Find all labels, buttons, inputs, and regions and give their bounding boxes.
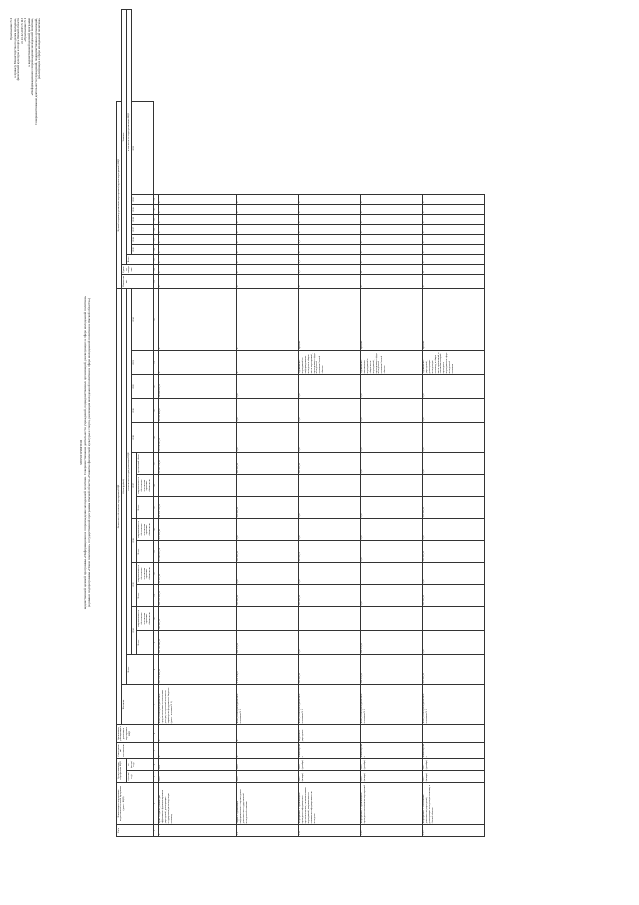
indicator-unit: X: [158, 288, 236, 350]
column-number: 10: [153, 607, 158, 631]
term-to: 2021: [158, 759, 236, 771]
indicator-value: X: [422, 274, 484, 288]
col-head-total: Всего: [127, 655, 154, 685]
term-to: 2014 (декабрь): [360, 759, 422, 771]
indicator-unit: X: [236, 288, 298, 350]
responsible: Министерство: [360, 743, 422, 759]
finance-value: 51 078 207,00: [158, 423, 236, 453]
finance-value: 0,00: [298, 375, 360, 399]
finance-value: [236, 475, 298, 497]
finance-value: 200 000,00: [422, 541, 484, 563]
column-number: 4: [153, 759, 158, 771]
finance-value: 0,00: [236, 423, 298, 453]
finance-value: 1 154 176,00: [236, 655, 298, 685]
finance-value: 0,00: [298, 399, 360, 423]
indicator-value: X: [422, 194, 484, 204]
col-head-by-year: в том числе по годам реализации ВЦП: [127, 288, 132, 654]
column-number: 14: [153, 519, 158, 541]
indicator-unit: Процент: [422, 288, 484, 350]
col-head-2017: 2017: [132, 453, 137, 519]
indicator-value: X: [236, 224, 298, 234]
finance-value: [360, 475, 422, 497]
col-head-2015: 2015: [132, 563, 137, 607]
finance-value: 0,00: [360, 453, 422, 475]
col-head-ind-2014: 2014: [132, 288, 154, 350]
col-head-2018: 2018: [132, 423, 154, 453]
column-number: 27: [153, 234, 158, 244]
indicator-value: 0,1: [298, 234, 360, 244]
indicator-value: X: [158, 234, 236, 244]
finance-value: 91 243 774,83: [158, 453, 236, 475]
finance-value: 495 774 811,40: [158, 655, 236, 685]
indicator-value: X: [360, 234, 422, 244]
finance-value: 0,00: [298, 497, 360, 519]
col-head-ind-unit: Единица измерения: [122, 264, 154, 274]
header-line: «Приложение N 1: [23, 18, 28, 42]
finance-value: 0,00: [360, 423, 422, 453]
participant-org: [422, 725, 484, 743]
column-number: 21: [153, 351, 158, 375]
indicator-name: Удельный вес выставочных мероприятий в общем числе мероприятий, проводимых в сфере молодежной политики Омской области: [360, 351, 422, 375]
indicator-value: X: [298, 274, 360, 288]
column-number: 29: [153, 214, 158, 224]
column-number: 12: [153, 563, 158, 585]
finance-value: 200 000,00: [422, 585, 484, 607]
col-head-ind-2021: 2021: [132, 102, 154, 194]
finance-value: 0,00: [360, 519, 422, 541]
indicator-value: X: [298, 194, 360, 204]
indicator-value: X: [422, 224, 484, 234]
col-head-2016: 2016: [132, 519, 137, 563]
finance-value: 80 000,00: [298, 541, 360, 563]
indicator-value: X: [158, 214, 236, 224]
finance-value: 119 741 461,40: [158, 631, 236, 655]
indicator-value: X: [422, 244, 484, 254]
col-head-ind-2019: 2019: [132, 204, 154, 214]
col-head-2014: 2014: [132, 607, 137, 655]
indicator-value: X: [360, 194, 422, 204]
document-title: [80, 0, 91, 905]
col-head-ind-value: Значение: [122, 10, 127, 265]
col-head-2020: 2020: [132, 375, 154, 399]
table-row: [422, 10, 484, 837]
indicator-value: X: [158, 254, 236, 264]
col-head-2019: 2019: [132, 399, 154, 423]
finance-source: Всего, из них расходы за счет: средств налоговых и неналоговых доходов, поступлений нецелевого характера из федерального бюджета (далее - источник N 1): [158, 685, 236, 725]
column-number: 30: [153, 204, 158, 214]
indicator-value: X: [158, 264, 236, 274]
column-number: 28: [153, 224, 158, 234]
column-number: 1: [153, 825, 158, 837]
finance-value: 250 000,00: [422, 497, 484, 519]
indicator-value: X: [360, 204, 422, 214]
indicator-value: X: [236, 254, 298, 264]
participant-org: X: [158, 725, 236, 743]
indicator-name: Удельный вес мероприятий по информированию молодежи в общем числе мероприятий, проводимых в сфере молодежной политики Омской области: [298, 351, 360, 375]
measure-name: Задача 1. Организация информационного сопровождения деятельности государственной молодежной политики: [236, 783, 298, 825]
col-head-term: Срок реализации мероприятия ВЦП: [117, 759, 127, 783]
finance-value: 250 000,00: [236, 497, 298, 519]
finance-value: 214 176,00: [236, 631, 298, 655]
col-head-2017-forecast: прогнозный объем: [137, 453, 153, 475]
header-line: от 21.12.2015 N 113: [19, 18, 24, 44]
approval-header: [10, 18, 42, 125]
finance-value: [422, 607, 484, 631]
row-number: 1.1.1: [298, 825, 360, 837]
column-number: 22: [153, 288, 158, 350]
col-head-2015-obligation: направленные на обеспечение исполнения принятых обязательств: [137, 563, 153, 585]
responsible: Министерство: [422, 743, 484, 759]
indicator-value: 13: [422, 264, 484, 274]
measure-name: Мероприятие 1. Организация и проведение информационно-просветительских, ознакомительных мероприятий, направленных на повышение информированности молодежи: [298, 783, 360, 825]
indicator-value: X: [236, 194, 298, 204]
column-number: 11: [153, 585, 158, 607]
indicator-value: X: [236, 244, 298, 254]
indicator-value: X: [298, 244, 360, 254]
row-number: 1.1.2: [360, 825, 422, 837]
indicator-value: X: [158, 194, 236, 204]
indicator-value: X: [422, 204, 484, 214]
col-head-volume: Объем (рублей): [122, 288, 127, 684]
finance-value: 0,00: [298, 519, 360, 541]
col-head-2017-total: Всего: [137, 497, 153, 519]
finance-value: 0,00: [236, 563, 298, 585]
term-from: 2014: [158, 771, 236, 783]
col-head-ind-2017: 2017: [132, 224, 154, 234]
term-to: 2017 (декабрь): [422, 759, 484, 771]
row-number: 1.: [158, 825, 236, 837]
finance-value: 100 000,00: [236, 453, 298, 475]
col-head-2015-total: Всего: [137, 585, 153, 607]
finance-value: 0,00: [236, 519, 298, 541]
col-head-2021: 2021: [132, 351, 154, 375]
finance-value: 200 000,00: [298, 655, 360, 685]
column-number: 25: [153, 254, 158, 264]
table-row: [360, 10, 422, 837]
participant-org: Бюджетное учреждение: [298, 725, 360, 743]
term-from: 2015 (январь): [422, 771, 484, 783]
col-head-finance: Финансовое обеспечение мероприятия ВЦП: [117, 288, 122, 724]
indicator-value: X: [422, 214, 484, 224]
column-number: 3: [153, 771, 158, 783]
col-head-name: Наименование мероприятия ведомственной целевой программы (далее - ВЦП): [117, 783, 154, 825]
col-head-2016-obligation: направленные на обеспечение исполнения принятых обязательств: [137, 519, 153, 541]
term-from: 2015 (январь): [298, 771, 360, 783]
col-head-ind-2015: 2015: [132, 244, 154, 254]
indicator-value: X: [360, 214, 422, 224]
finance-value: [158, 475, 236, 497]
table-row: [158, 10, 236, 837]
col-head-source: Источник: [122, 685, 154, 725]
indicator-value: X: [158, 244, 236, 254]
finance-value: 32 177,14: [158, 563, 236, 585]
column-number: 16: [153, 475, 158, 497]
finance-value: 0,00: [298, 631, 360, 655]
finance-value: [298, 475, 360, 497]
col-head-ind-total: Всего: [127, 254, 154, 264]
finance-value: [360, 563, 422, 585]
finance-value: 28 646 632,00: [158, 375, 236, 399]
column-number: 2: [153, 783, 158, 825]
column-number: 18: [153, 423, 158, 453]
finance-value: 0,00: [236, 375, 298, 399]
indicator-value: X: [158, 224, 236, 234]
header-line: физической культуры и спорта Омской области: [16, 18, 21, 81]
finance-value: 214 176,00: [360, 631, 422, 655]
column-number: 6: [153, 725, 158, 743]
finance-value: 0,00: [422, 399, 484, 423]
finance-value: 200 000,00: [236, 541, 298, 563]
header-line: Приложение N 4: [9, 18, 13, 40]
title-main: МЕРОПРИЯТИЯ: [79, 440, 83, 465]
finance-value: 0,00: [236, 399, 298, 423]
responsible: Министерство: [298, 743, 360, 759]
indicator-unit: Процент: [298, 288, 360, 350]
col-head-2016-total: Всего: [137, 541, 153, 563]
col-head-resp: Ответственный исполнитель: [117, 743, 154, 759]
finance-value: 0,00: [422, 375, 484, 399]
term-from: 2014 (январь): [360, 771, 422, 783]
finance-value: 214 176,00: [360, 655, 422, 685]
indicator-value: X: [236, 264, 298, 274]
indicator-value: X: [298, 214, 360, 224]
indicator-value: X: [298, 204, 360, 214]
row-number: 1.1.3: [422, 825, 484, 837]
finance-value: 0,00: [422, 563, 484, 585]
finance-value: 0,00: [422, 519, 484, 541]
column-number: 13: [153, 541, 158, 563]
finance-value: 342 995,31: [158, 607, 236, 631]
term-from: 2014: [236, 771, 298, 783]
finance-value: 0,00: [360, 585, 422, 607]
finance-value: 11 011 169,00: [158, 399, 236, 423]
indicator-name: X: [158, 351, 236, 375]
finance-source: Всего, из них расходы за счет: источника N 1: [360, 685, 422, 725]
indicator-value: X: [236, 234, 298, 244]
column-number: 31: [153, 194, 158, 204]
column-number: 9: [153, 631, 158, 655]
indicator-value: X: [158, 204, 236, 214]
finance-value: 100 000,00: [298, 585, 360, 607]
col-head-ind-name: Наименование: [122, 274, 154, 288]
indicator-name: X: [236, 351, 298, 375]
indicator-value: X: [360, 244, 422, 254]
measure-name: Мероприятие 2. Организация и проведение выставочных мероприятий: [360, 783, 422, 825]
finance-value: [236, 607, 298, 631]
finance-value: 100 000,00: [298, 453, 360, 475]
finance-value: 128 752 030,30: [158, 585, 236, 607]
col-head-indicator: Целевой индикатор реализации мероприятия (группы мероприятий) ВЦП: [117, 102, 122, 288]
column-number: 15: [153, 497, 158, 519]
header-line: к ведомственной целевой программе: [26, 18, 31, 67]
indicator-name: Удельный вес учреждений, реализующих молодежную политику, в общем числе организаций, в отношении которых проводятся мероприятия в сфере молодежной политики: [422, 351, 484, 375]
table-row: [298, 10, 360, 837]
finance-source: Всего, из них расходы за счет: источника N 1: [298, 685, 360, 725]
header-line: реализующих в сфере молодежной политики»: [37, 18, 42, 79]
finance-value: 0,00: [422, 423, 484, 453]
finance-value: 0,00: [360, 497, 422, 519]
col-head-to: по (месяц/год): [127, 759, 154, 771]
finance-value: 48 171 733,00: [158, 497, 236, 519]
finance-value: 0,00: [422, 453, 484, 475]
finance-value: 0,00: [298, 423, 360, 453]
measure-name: Цель: Создание условий для эффективного функционирования учреждений, реализующих государственную молодежную политику: [158, 783, 236, 825]
finance-value: [298, 607, 360, 631]
column-number: 19: [153, 399, 158, 423]
finance-value: 0,00: [360, 541, 422, 563]
col-head-ind-2016: 2016: [132, 234, 154, 244]
title-subline: ведомственной целевой программы «Информационное сопровождение молодежной политики. Совершенствование деятельности учреждений, подведомственных организаций, реализующих в сфере молодежной политики»: [82, 295, 87, 610]
finance-value: [422, 475, 484, 497]
finance-value: 0,00: [298, 563, 360, 585]
header-line: Совершенствование деятельности учреждений, подведомственных организаций,: [33, 18, 38, 125]
col-head-2014-total: Всего: [137, 631, 153, 655]
indicator-value: 13: [360, 264, 422, 274]
indicator-value: X: [360, 224, 422, 234]
measure-name: Мероприятие 3. Обеспечение деятельности учреждений, реализующих молодежную политику в Омской области: [422, 783, 484, 825]
column-number: 7: [153, 685, 158, 725]
term-to: 2016: [236, 759, 298, 771]
col-head-ind-2020: 2020: [132, 194, 154, 204]
indicator-value: X: [158, 274, 236, 288]
column-number: 17: [153, 453, 158, 475]
indicator-value: X: [360, 254, 422, 264]
responsible: X: [236, 743, 298, 759]
column-number: 23: [153, 274, 158, 288]
col-head-num: N п/п: [117, 825, 154, 837]
finance-value: [360, 607, 422, 631]
column-number: 26: [153, 244, 158, 254]
col-head-2017-obligation: направленные на обеспечение исполнения принятых обязательств: [137, 475, 153, 497]
column-number: 5: [153, 743, 158, 759]
col-head-ind-by-year: в том числе по годам реализации ВЦП: [127, 10, 132, 255]
finance-value: 0,00: [360, 375, 422, 399]
finance-value: 47 465 857,58: [158, 541, 236, 563]
col-head-org: Организация, участвующая в реализации мероприятия ВЦП: [117, 725, 154, 743]
row-number: 1.1.: [236, 825, 298, 837]
finance-source: Всего, из них расходы за счет: источника N 1: [422, 685, 484, 725]
indicator-value: X: [298, 224, 360, 234]
column-number: 24: [153, 264, 158, 274]
indicator-value: X: [236, 214, 298, 224]
col-head-from: с (месяц/год): [127, 771, 154, 783]
header-line: «Информационное сопровождение молодежной политики,: [30, 18, 35, 96]
column-number: 8: [153, 655, 158, 685]
table-row: [236, 10, 298, 837]
term-to: 2016 (декабрь): [298, 759, 360, 771]
finance-value: 472 059,60: [158, 519, 236, 541]
finance-value: 0,00: [422, 631, 484, 655]
indicator-value: X: [236, 274, 298, 288]
indicator-value: 0,1: [298, 254, 360, 264]
participant-org: X: [236, 725, 298, 743]
indicator-value: X: [422, 254, 484, 264]
finance-source: Всего, из них расходы за счет: источника N 1: [236, 685, 298, 725]
indicator-value: 0,2: [298, 264, 360, 274]
indicator-value: X: [422, 234, 484, 244]
indicator-value: X: [236, 204, 298, 214]
column-number: 20: [153, 375, 158, 399]
col-head-2014-obligation: направленные на обеспечение исполнения принятых обязательств: [137, 607, 153, 631]
header-line: к приказу Министерства по делам молодежи,: [12, 18, 17, 78]
participant-org: [360, 725, 422, 743]
title-subline: (в рамках подпрограммы «Новое поколение» государственной программы Омской области «Развитие физической культуры и спорта, реализация молодежной политики в сфере молодежной политики в Омской области»): [86, 297, 91, 608]
finance-value: 0,00: [360, 399, 422, 423]
finance-value: 300 000,00: [236, 585, 298, 607]
indicator-unit: Процент: [360, 288, 422, 350]
col-head-ind-2018: 2018: [132, 214, 154, 224]
finance-value: 450 000,00: [422, 655, 484, 685]
indicator-value: X: [360, 274, 422, 288]
measures-table: [116, 9, 485, 837]
responsible: X: [158, 743, 236, 759]
